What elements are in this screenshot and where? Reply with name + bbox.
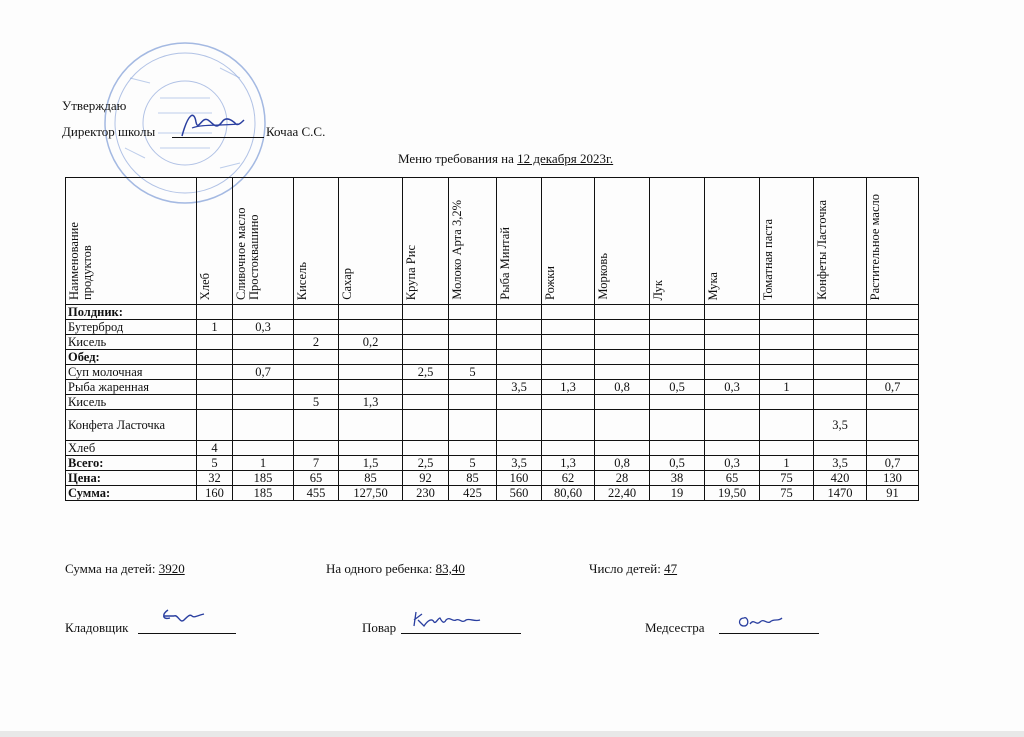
table-cell [867,365,919,380]
table-row [66,410,919,441]
table-cell: 1,3 [339,395,403,410]
table-cell [705,305,760,320]
table-cell [403,441,449,456]
storekeeper-signature [160,604,210,630]
table-cell [339,320,403,335]
table-cell: 160 [497,471,542,486]
table-cell [650,365,705,380]
table-cell: 0,8 [595,456,650,471]
table-row [66,320,919,335]
table-cell: 1 [197,320,233,335]
table-cell [867,395,919,410]
scan-edge [0,731,1024,737]
title-date: 12 декабря 2023г. [517,151,614,166]
table-cell: 5 [449,365,497,380]
row-label: Конфета Ласточка [66,410,197,441]
section-row [66,305,919,320]
table-cell [814,305,867,320]
table-cell [705,410,760,441]
table-cell [497,350,542,365]
table-cell [650,410,705,441]
table-cell: 19,50 [705,486,760,501]
table-cell [542,305,595,320]
table-cell: 0,8 [595,380,650,395]
nurse-signature [736,610,786,632]
table-cell [595,305,650,320]
column-header: Крупа Рис [403,178,449,305]
table-cell [339,441,403,456]
table-cell: 130 [867,471,919,486]
approve-text: Утверждаю [62,98,127,113]
table-cell: 5 [294,395,339,410]
column-header: Растительное масло [867,178,919,305]
table-row [66,441,919,456]
table-cell: 1,3 [542,380,595,395]
table-cell [233,410,294,441]
table-cell [233,335,294,350]
table-cell: 0,5 [650,380,705,395]
table-cell: 5 [197,456,233,471]
table-cell [449,441,497,456]
table-cell [197,365,233,380]
row-label: Суп молочная [66,365,197,380]
table-cell [595,365,650,380]
table-cell: 75 [760,486,814,501]
table-cell [294,441,339,456]
table-cell [705,395,760,410]
table-cell [542,335,595,350]
table-cell: 2 [294,335,339,350]
table-cell [403,380,449,395]
column-header: Кисель [294,178,339,305]
table-cell [650,320,705,335]
table-cell: 2,5 [403,456,449,471]
table-cell [814,350,867,365]
row-label: Обед: [66,350,197,365]
column-header: Хлеб [197,178,233,305]
table-cell [197,350,233,365]
table-cell [595,441,650,456]
table-cell: 0,3 [705,380,760,395]
table-cell [814,335,867,350]
table-cell [650,441,705,456]
table-cell [650,395,705,410]
table-cell [449,410,497,441]
table-cell: 62 [542,471,595,486]
table-cell [542,395,595,410]
table-cell: 65 [294,471,339,486]
table-cell: 0,7 [867,456,919,471]
table-cell [760,305,814,320]
table-cell: 230 [403,486,449,501]
table-cell [760,365,814,380]
column-header: Лук [650,178,705,305]
table-row [66,380,919,395]
director-name: Кочаа С.С. [266,124,326,139]
table-cell [867,410,919,441]
table-row [66,335,919,350]
table-cell [595,350,650,365]
table-cell [403,410,449,441]
table-cell [650,335,705,350]
row-label: Сумма: [66,486,197,501]
table-cell: 1,3 [542,456,595,471]
row-label: Полдник: [66,305,197,320]
table-cell [449,335,497,350]
table-cell: 455 [294,486,339,501]
table-cell [867,320,919,335]
table-cell [814,395,867,410]
table-cell [233,395,294,410]
table-cell [339,380,403,395]
table-cell [339,350,403,365]
table-cell: 0,5 [650,456,705,471]
table-cell [760,335,814,350]
table-cell [814,441,867,456]
table-cell [650,350,705,365]
table-cell [814,380,867,395]
storekeeper-label: Кладовщик [65,620,129,635]
table-cell [449,380,497,395]
table-cell: 92 [403,471,449,486]
table-cell [233,441,294,456]
column-header: Томатная паста [760,178,814,305]
table-cell [705,350,760,365]
table-cell: 85 [339,471,403,486]
table-cell: 28 [595,471,650,486]
table-cell [595,335,650,350]
summary-row [66,456,919,471]
sum-for-children: Сумма на детей: 3920 [65,561,185,576]
table-cell [197,380,233,395]
table-cell [497,410,542,441]
row-label: Бутерброд [66,320,197,335]
table-cell [233,350,294,365]
table-cell [233,305,294,320]
table-cell: 1 [233,456,294,471]
page-title: Меню требования на 12 декабря 2023г. [398,151,614,166]
table-cell [294,305,339,320]
children-count: Число детей: 47 [589,561,678,576]
table-cell [705,320,760,335]
table-cell: 1470 [814,486,867,501]
table-cell [760,320,814,335]
table-cell: 560 [497,486,542,501]
row-label: Кисель [66,335,197,350]
table-cell: 0,7 [867,380,919,395]
table-cell [449,350,497,365]
table-cell: 85 [449,471,497,486]
row-label: Хлеб [66,441,197,456]
director-signature [178,108,248,142]
table-cell [403,335,449,350]
table-cell [542,320,595,335]
table-cell: 22,40 [595,486,650,501]
table-cell [339,305,403,320]
table-cell: 425 [449,486,497,501]
table-cell [294,365,339,380]
table-cell [497,395,542,410]
section-row [66,350,919,365]
table-cell: 185 [233,486,294,501]
column-header: Морковь [595,178,650,305]
table-cell: 7 [294,456,339,471]
table-cell [449,305,497,320]
table-cell: 0,7 [233,365,294,380]
table-row [66,395,919,410]
table-row [66,365,919,380]
table-cell [197,335,233,350]
table-cell [650,305,705,320]
table-cell: 0,3 [705,456,760,471]
table-cell [497,305,542,320]
table-cell: 65 [705,471,760,486]
table-cell [867,441,919,456]
table-cell: 4 [197,441,233,456]
table-cell [760,410,814,441]
table-cell: 1,5 [339,456,403,471]
column-header: Рожки [542,178,595,305]
table-cell [542,350,595,365]
table-cell [497,320,542,335]
column-header: Сливочное масло Простоквашино [233,178,294,305]
row-label: Цена: [66,471,197,486]
table-cell [814,365,867,380]
summary-row [66,471,919,486]
table-cell: 420 [814,471,867,486]
table-cell: 2,5 [403,365,449,380]
table-cell: 3,5 [814,456,867,471]
table-cell: 0,3 [233,320,294,335]
table-cell: 0,2 [339,335,403,350]
table-cell: 185 [233,471,294,486]
table-cell [294,350,339,365]
cook-signature-line [401,633,521,634]
table-cell [542,441,595,456]
summary-row [66,486,919,501]
table-cell [542,410,595,441]
nurse-signature-line [719,633,819,634]
table-cell: 1 [760,456,814,471]
column-header: Мука [705,178,760,305]
table-cell: 1 [760,380,814,395]
table-cell [197,410,233,441]
nurse-label: Медсестра [645,620,705,635]
cook-label: Повар [362,620,397,635]
table-cell [867,335,919,350]
table-cell [705,335,760,350]
table-cell [867,305,919,320]
column-header: Молоко Арта 3,2% [449,178,497,305]
director-label: Директор школы [62,124,156,139]
cost-per-child: На одного ребенка: 83,40 [326,561,465,576]
table-cell: 32 [197,471,233,486]
table-cell [403,320,449,335]
table-cell [403,305,449,320]
table-cell: 127,50 [339,486,403,501]
table-cell [760,350,814,365]
table-cell [449,395,497,410]
table-cell: 80,60 [542,486,595,501]
table-cell [814,320,867,335]
table-cell [339,365,403,380]
table-cell [497,365,542,380]
table-cell [233,380,294,395]
storekeeper-signature-line [138,633,236,634]
table-cell [197,395,233,410]
table-cell [595,395,650,410]
table-cell [542,365,595,380]
table-cell [294,380,339,395]
table-cell [595,320,650,335]
cook-signature [410,608,500,632]
table-cell [294,410,339,441]
table-cell: 5 [449,456,497,471]
table-cell [497,441,542,456]
table-cell [760,441,814,456]
column-header: Конфеты Ласточка [814,178,867,305]
table-cell [403,395,449,410]
table-header-row [66,178,919,305]
table-cell: 3,5 [814,410,867,441]
table-cell [339,410,403,441]
column-header: Наименование продуктов [66,178,197,305]
menu-requirements-table [65,177,919,501]
table-cell [705,365,760,380]
table-cell [449,320,497,335]
row-label: Рыба жаренная [66,380,197,395]
table-cell [294,320,339,335]
table-cell [197,305,233,320]
table-cell: 3,5 [497,456,542,471]
row-label: Всего: [66,456,197,471]
table-cell [403,350,449,365]
table-cell: 19 [650,486,705,501]
table-cell [867,350,919,365]
table-cell: 160 [197,486,233,501]
table-cell [760,395,814,410]
table-cell [595,410,650,441]
table-cell: 75 [760,471,814,486]
column-header: Рыба Минтай [497,178,542,305]
column-header: Сахар [339,178,403,305]
row-label: Кисель [66,395,197,410]
table-cell: 38 [650,471,705,486]
table-cell [705,441,760,456]
table-cell: 91 [867,486,919,501]
table-cell [497,335,542,350]
table-cell: 3,5 [497,380,542,395]
